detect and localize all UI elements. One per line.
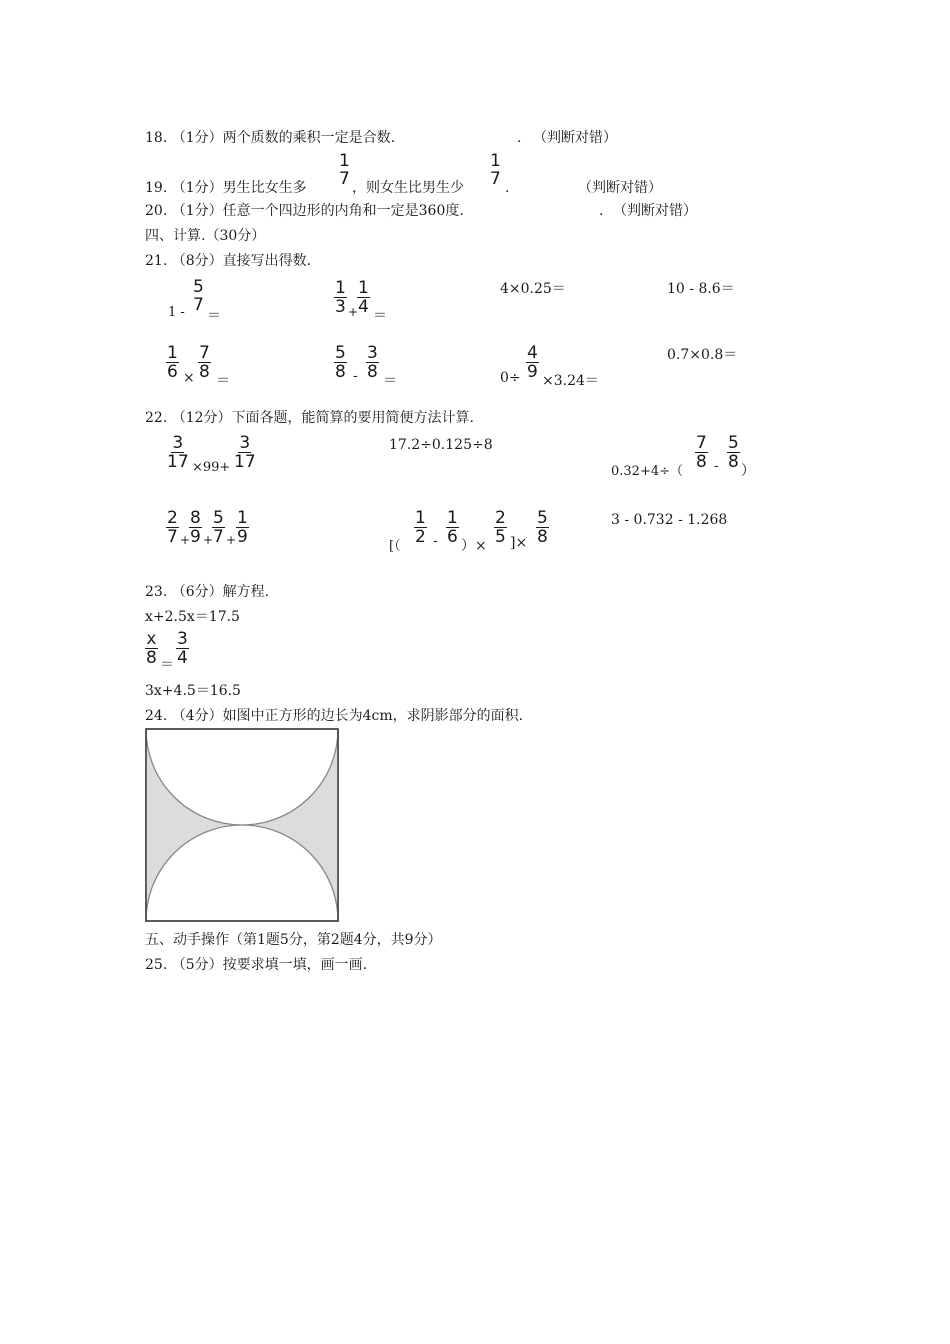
q21a-prefix: 1 - — [168, 305, 185, 320]
q22d-den-4: 9 — [237, 527, 248, 547]
q19-score: （1分） — [171, 180, 223, 196]
q25-score: （5分） — [171, 957, 223, 973]
q21a-den: 7 — [193, 295, 204, 315]
q22a-num-2: 3 — [239, 433, 251, 453]
q22e-den-1: 2 — [415, 527, 426, 547]
q22-score: （12分） — [171, 410, 232, 426]
q22e-num-1: 1 — [415, 508, 426, 528]
q22d-num-2: 8 — [190, 508, 201, 528]
q24-number: 24. — [145, 708, 168, 724]
q22a-den-2: 17 — [234, 452, 256, 472]
q22e-den-4: 8 — [537, 527, 548, 547]
q25-number: 25. — [145, 957, 168, 973]
q21f-num-2: 3 — [367, 343, 378, 363]
question-20 — [145, 202, 464, 220]
question-21 — [145, 252, 311, 270]
q19-frac-a-num: 1 — [339, 151, 350, 171]
q22e-fraction-3 — [494, 509, 507, 546]
q22a-mid: ×99+ — [192, 460, 231, 475]
q22f: 3 - 0.732 - 1.268 — [611, 512, 728, 528]
q21e-fraction-1 — [166, 344, 179, 381]
q21f-den-1: 8 — [335, 362, 346, 382]
q21e-num-2: 7 — [199, 343, 210, 363]
q19-fraction-a — [338, 152, 351, 188]
q21b-den-1: 3 — [335, 297, 346, 317]
q19-judge: （判断对错） — [578, 180, 662, 196]
q18-score: （1分） — [171, 130, 223, 146]
question-22 — [145, 409, 474, 427]
q21b-den-2: 4 — [358, 297, 369, 317]
q21g-suffix: ×3.24＝ — [542, 373, 599, 389]
q22c-minus: - — [714, 458, 719, 474]
q21g-fraction — [526, 344, 539, 381]
q21e-fraction-2 — [198, 344, 211, 381]
q23-eq2-den-2: 4 — [177, 648, 188, 668]
q22e-close: ]× — [510, 535, 528, 551]
q22b: 17.2÷0.125÷8 — [389, 437, 493, 453]
q22a-fraction-2 — [233, 434, 257, 471]
q21f-equals: ＝ — [383, 373, 397, 389]
q22a-den-1: 17 — [167, 452, 189, 472]
question-23 — [145, 583, 269, 601]
q22d-fraction-3 — [212, 509, 225, 546]
q21g-den: 9 — [527, 362, 538, 382]
q22c-fraction-1 — [695, 434, 708, 471]
q22e-fraction-4 — [536, 509, 549, 546]
q22d-num-1: 2 — [167, 508, 178, 528]
q23-equation-1: x+2.5x＝17.5 — [145, 609, 240, 625]
q19-frac-b-den: 7 — [490, 169, 501, 189]
q20-judge: （判断对错） — [613, 203, 697, 219]
q19-end: . — [505, 180, 510, 196]
q21-score: （8分） — [171, 253, 223, 269]
q21b-fraction-2 — [357, 279, 370, 316]
q22e-den-2: 6 — [447, 527, 458, 547]
q22d-plus-1: + — [180, 533, 191, 547]
q22e-num-2: 1 — [447, 508, 458, 528]
q18-number: 18. — [145, 130, 168, 146]
q22d-plus-3: + — [226, 533, 237, 547]
q21b-equals: ＝ — [373, 308, 387, 324]
q25-text: 按要求填一填，画一画. — [222, 957, 368, 973]
q21-title: 直接写出得数. — [222, 253, 312, 269]
q22e-minus: - — [433, 533, 438, 549]
q21e-den-2: 8 — [199, 362, 210, 382]
q24-figure — [145, 728, 339, 922]
q19-fraction-b — [489, 152, 502, 188]
q21b-num-1: 1 — [335, 278, 346, 298]
q22-number: 22. — [145, 410, 168, 426]
section-5-title: 五、动手操作（第1题5分，第2题4分，共9分） — [145, 932, 442, 948]
question-18 — [145, 129, 395, 147]
q22c-den-1: 8 — [696, 452, 707, 472]
q21e-times: × — [183, 370, 195, 386]
q22e-fraction-2 — [446, 509, 459, 546]
q22c-den-2: 8 — [728, 452, 739, 472]
q21e-den-1: 6 — [167, 362, 178, 382]
q22c-fraction-2 — [727, 434, 740, 471]
q22d-fraction-2 — [189, 509, 202, 546]
q19-number: 19. — [145, 180, 168, 196]
q23-eq2-fraction-1 — [145, 630, 158, 667]
q18-blank: . — [517, 130, 522, 146]
q21f-fraction-2 — [366, 344, 379, 381]
q21f-fraction-1 — [334, 344, 347, 381]
q20-number: 20. — [145, 203, 168, 219]
q21a-equals: ＝ — [207, 308, 221, 324]
q22d-num-3: 5 — [213, 508, 224, 528]
q21e-num-1: 1 — [167, 343, 178, 363]
q19-text-b: ，则女生比男生少 — [352, 180, 464, 196]
q23-number: 23. — [145, 584, 168, 600]
q21c: 4×0.25＝ — [500, 281, 566, 297]
q22d-den-2: 9 — [190, 527, 201, 547]
q20-text: 任意一个四边形的内角和一定是360度. — [222, 203, 464, 219]
q21a-num: 5 — [193, 277, 204, 297]
q22c-suffix: ） — [741, 463, 755, 479]
q23-eq2-num-2: 3 — [177, 629, 188, 649]
q21a-fraction — [192, 278, 205, 314]
q21g-prefix: 0÷ — [500, 370, 521, 386]
q22e-fraction-1 — [414, 509, 427, 546]
q22d-den-1: 7 — [167, 527, 178, 547]
q22c-num-1: 7 — [696, 433, 707, 453]
q23-eq2-fraction-2 — [176, 630, 189, 667]
q21b-fraction-1 — [334, 279, 347, 316]
q20-blank: . — [599, 203, 604, 219]
q18-judge: （判断对错） — [533, 130, 617, 146]
q23-eq2-num-1: x — [146, 629, 157, 649]
q19-frac-a-den: 7 — [339, 169, 350, 189]
q22c-num-2: 5 — [728, 433, 739, 453]
q23-title: 解方程. — [222, 584, 270, 600]
question-19 — [145, 179, 307, 197]
q21f-den-2: 8 — [367, 362, 378, 382]
q22e-num-4: 5 — [537, 508, 548, 528]
q21f-minus: - — [353, 368, 358, 384]
q22a-num-1: 3 — [172, 433, 184, 453]
q22d-fraction-1 — [166, 509, 179, 546]
question-24 — [145, 707, 523, 725]
q22d-den-3: 7 — [213, 527, 224, 547]
q22d-fraction-4 — [236, 509, 249, 546]
q23-equation-3: 3x+4.5＝16.5 — [145, 683, 241, 699]
q23-eq2-den-1: 8 — [146, 648, 157, 668]
section-4-title: 四、计算.（30分） — [145, 228, 266, 244]
q23-score: （6分） — [171, 584, 223, 600]
q22d-num-4: 1 — [237, 508, 248, 528]
q22e-mid: ）× — [461, 538, 487, 554]
q18-text: 两个质数的乘积一定是合数. — [222, 130, 396, 146]
q22e-den-3: 5 — [495, 527, 506, 547]
q23-eq2-equals: ＝ — [160, 657, 174, 673]
q21-number: 21. — [145, 253, 168, 269]
q19-text-a: 男生比女生多 — [222, 180, 307, 196]
q21b-num-2: 1 — [358, 278, 369, 298]
q22e-num-3: 2 — [495, 508, 506, 528]
q22a-fraction-1 — [166, 434, 190, 471]
q22e-open: [（ — [389, 539, 401, 554]
q21f-num-1: 5 — [335, 343, 346, 363]
q21g-num: 4 — [527, 343, 538, 363]
q22d-plus-2: + — [203, 533, 214, 547]
q21d: 10 - 8.6＝ — [667, 281, 735, 297]
q24-text: 如图中正方形的边长为4cm，求阴影部分的面积. — [222, 708, 524, 724]
q21h: 0.7×0.8＝ — [667, 347, 738, 363]
q21e-equals: ＝ — [216, 373, 230, 389]
q22c-prefix: 0.32+4÷（ — [611, 464, 684, 479]
q19-frac-b-num: 1 — [490, 151, 501, 171]
q20-score: （1分） — [171, 203, 223, 219]
q21b-plus: + — [348, 305, 359, 319]
q24-score: （4分） — [171, 708, 223, 724]
question-25 — [145, 956, 367, 974]
q22-title: 下面各题，能简算的要用简便方法计算. — [231, 410, 474, 426]
